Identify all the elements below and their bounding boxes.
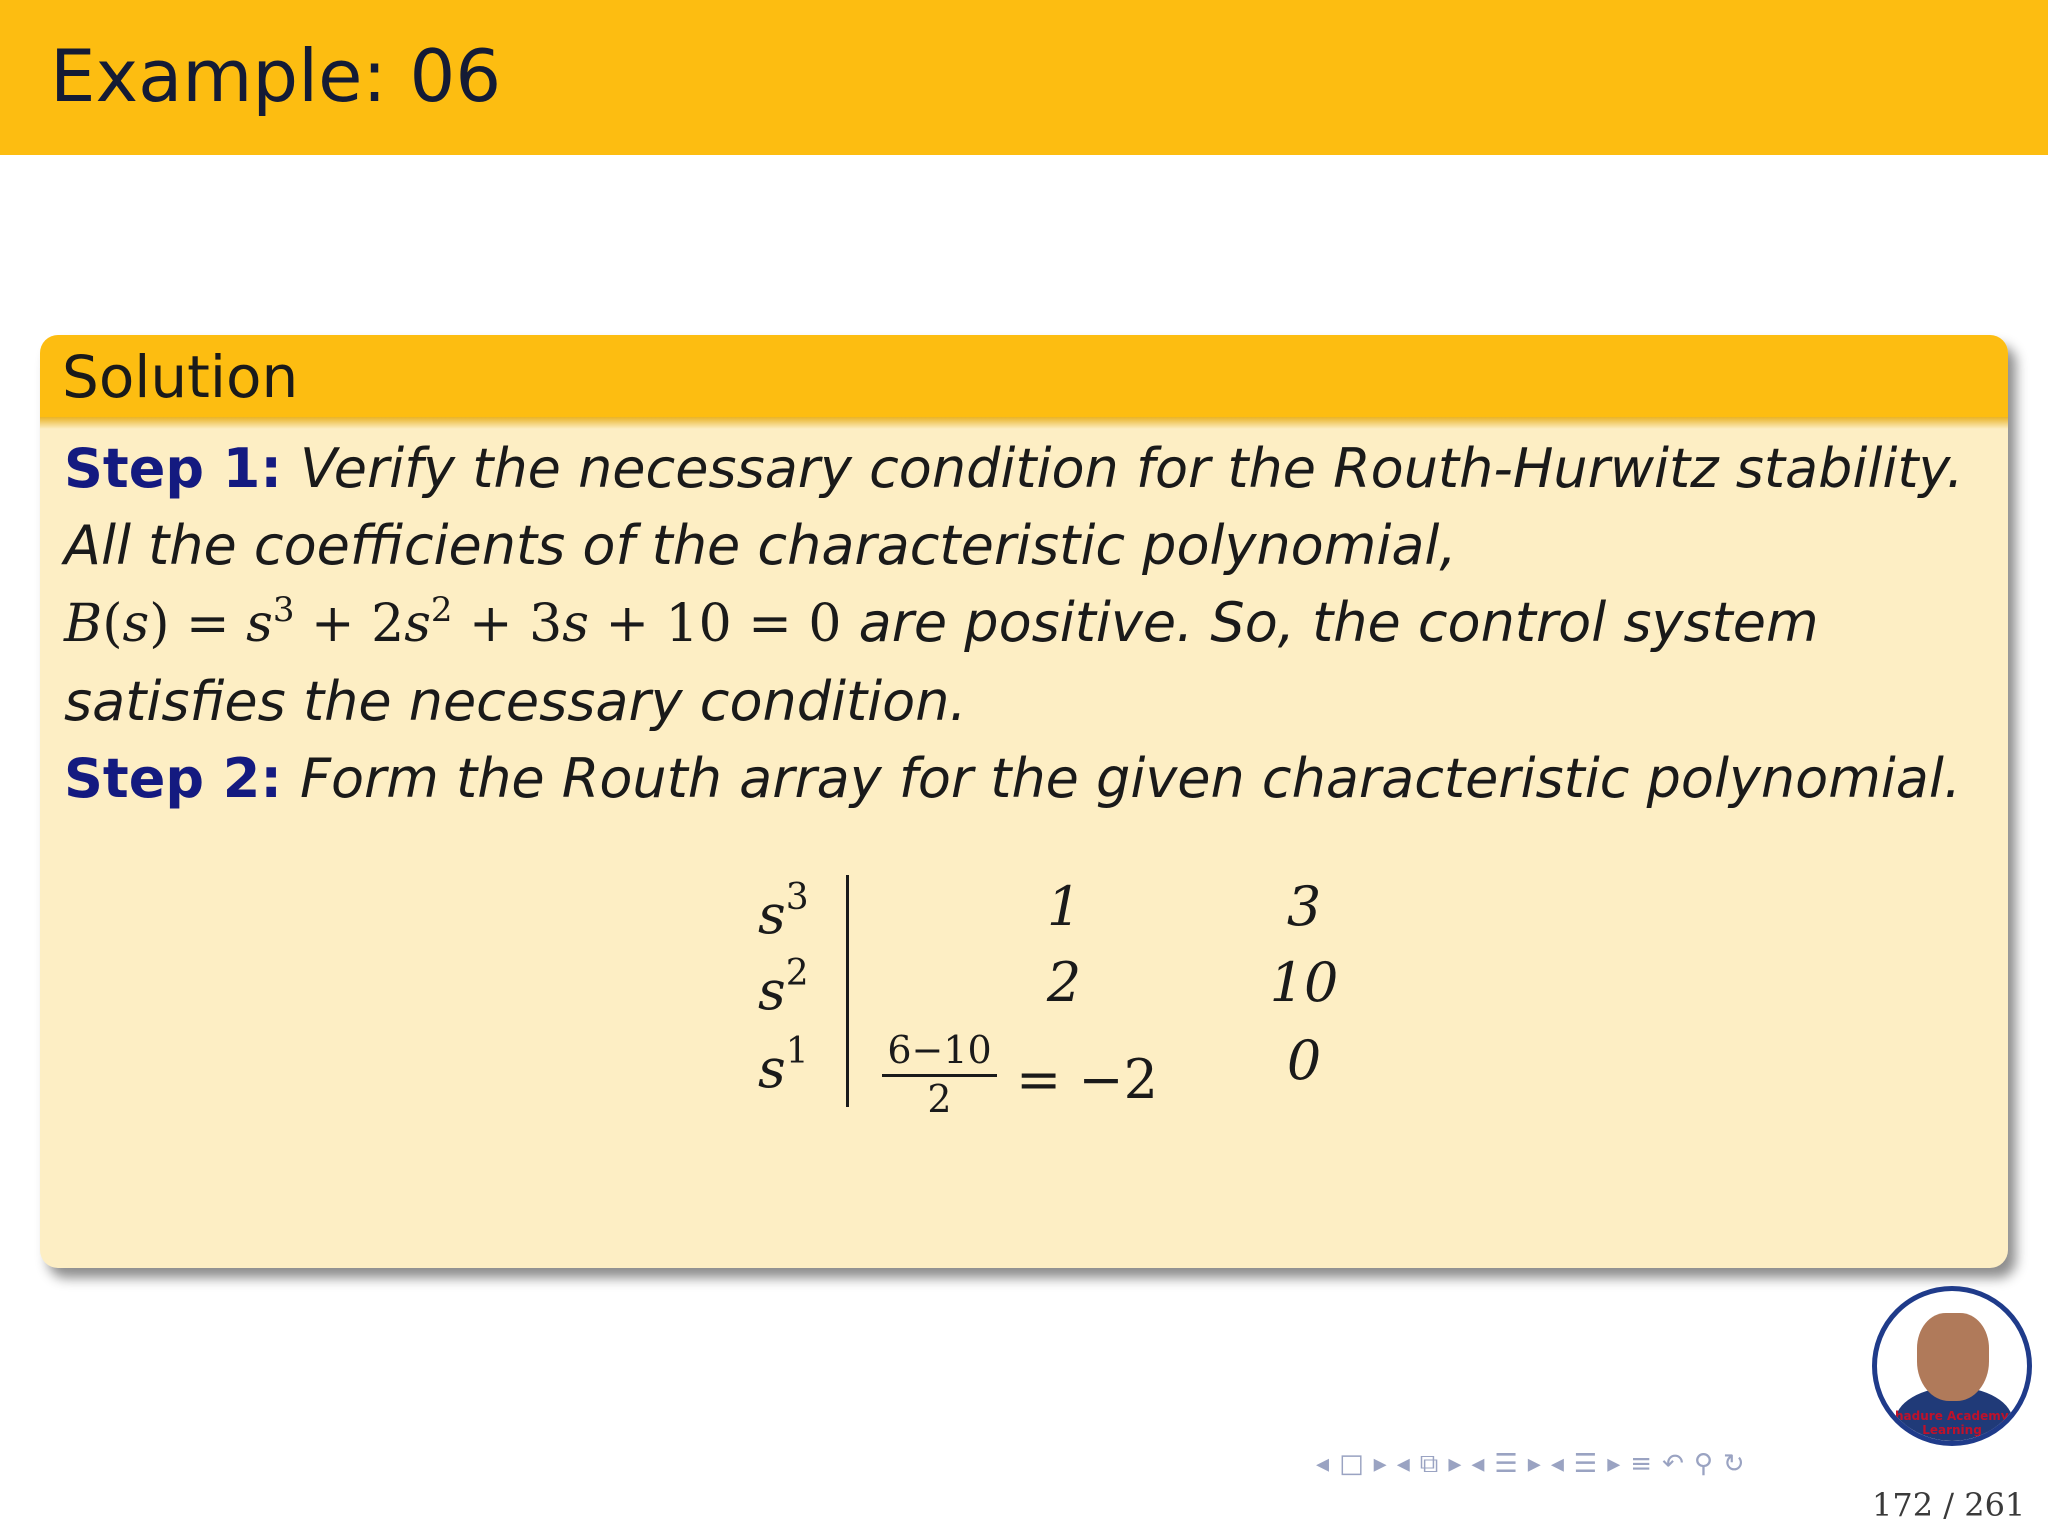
routh-cell: 0 [1286,1029,1322,1092]
step2-text: Form the Routh array for the given characteristic polynomial. [299,747,1962,810]
polynomial-equation: $B(s) = s^3 + 2s^2 + 3s + 10 = 0$ [64,590,842,654]
triangle-right-icon[interactable]: ▸ [1607,1449,1621,1479]
presenter-avatar [1872,1286,2032,1446]
triangle-left-icon[interactable]: ◂ [1396,1449,1410,1479]
solution-block [40,335,2008,1268]
triangle-right-icon[interactable]: ▸ [1448,1449,1462,1479]
search-icon[interactable]: ⚲ [1693,1449,1713,1479]
triangle-left-icon[interactable]: ◂ [1316,1449,1330,1479]
routh-cell: 10 [1269,951,1339,1014]
step2-label: Step 2: [64,747,282,810]
step1-text: Verify the necessary condition for the Routh-Hurwitz stability. [299,437,1964,500]
block-title: Solution [62,343,299,411]
beamer-navigation [1316,1444,2026,1484]
fraction-numerator: 6−10 [887,1028,992,1072]
avatar-face [1917,1313,1989,1401]
avatar-caption: Bahadure Academy of Learning [1877,1409,2027,1437]
routh-cell: 2 [1046,951,1082,1014]
frame-icon[interactable]: □ [1339,1449,1364,1479]
title-bar [0,0,2048,155]
coefficients-line: All the coefficients of the characteristic polynomial, [64,514,1457,577]
triangle-left-icon[interactable]: ◂ [1550,1449,1564,1479]
routh-array [40,335,2008,1268]
subsection-icon[interactable]: ⧉ [1419,1448,1439,1479]
routh-row-var: $s^1$ [758,1031,809,1100]
routh-cell: 3 [1286,875,1322,938]
routh-divider [846,875,849,1107]
align-icon[interactable]: ≡ [1630,1449,1653,1479]
triangle-right-icon[interactable]: ▸ [1373,1449,1387,1479]
undo-icon[interactable]: ↶ [1662,1449,1684,1479]
page-number: 172 / 261 [1872,1486,2026,1524]
routh-row-var: $s^3$ [758,877,809,946]
redo-icon[interactable]: ↻ [1722,1449,1745,1479]
routh-fraction [882,1028,997,1119]
routh-row-var: $s^2$ [758,953,809,1022]
routh-cell: 1 [1046,875,1082,938]
list-icon[interactable]: ☰ [1573,1449,1598,1479]
fraction-denominator: 2 [927,1077,952,1121]
step1-label: Step 1: [64,437,282,500]
condition-line: satisfies the necessary condition. [64,670,967,733]
slide-title: Example: 06 [50,34,502,118]
triangle-right-icon[interactable]: ▸ [1527,1449,1541,1479]
section-icon[interactable]: ☰ [1494,1449,1518,1479]
routh-cell: = −2 [1016,1048,1159,1111]
polynomial-tail: are positive. So, the control system [858,591,1819,654]
triangle-left-icon[interactable]: ◂ [1471,1449,1485,1479]
